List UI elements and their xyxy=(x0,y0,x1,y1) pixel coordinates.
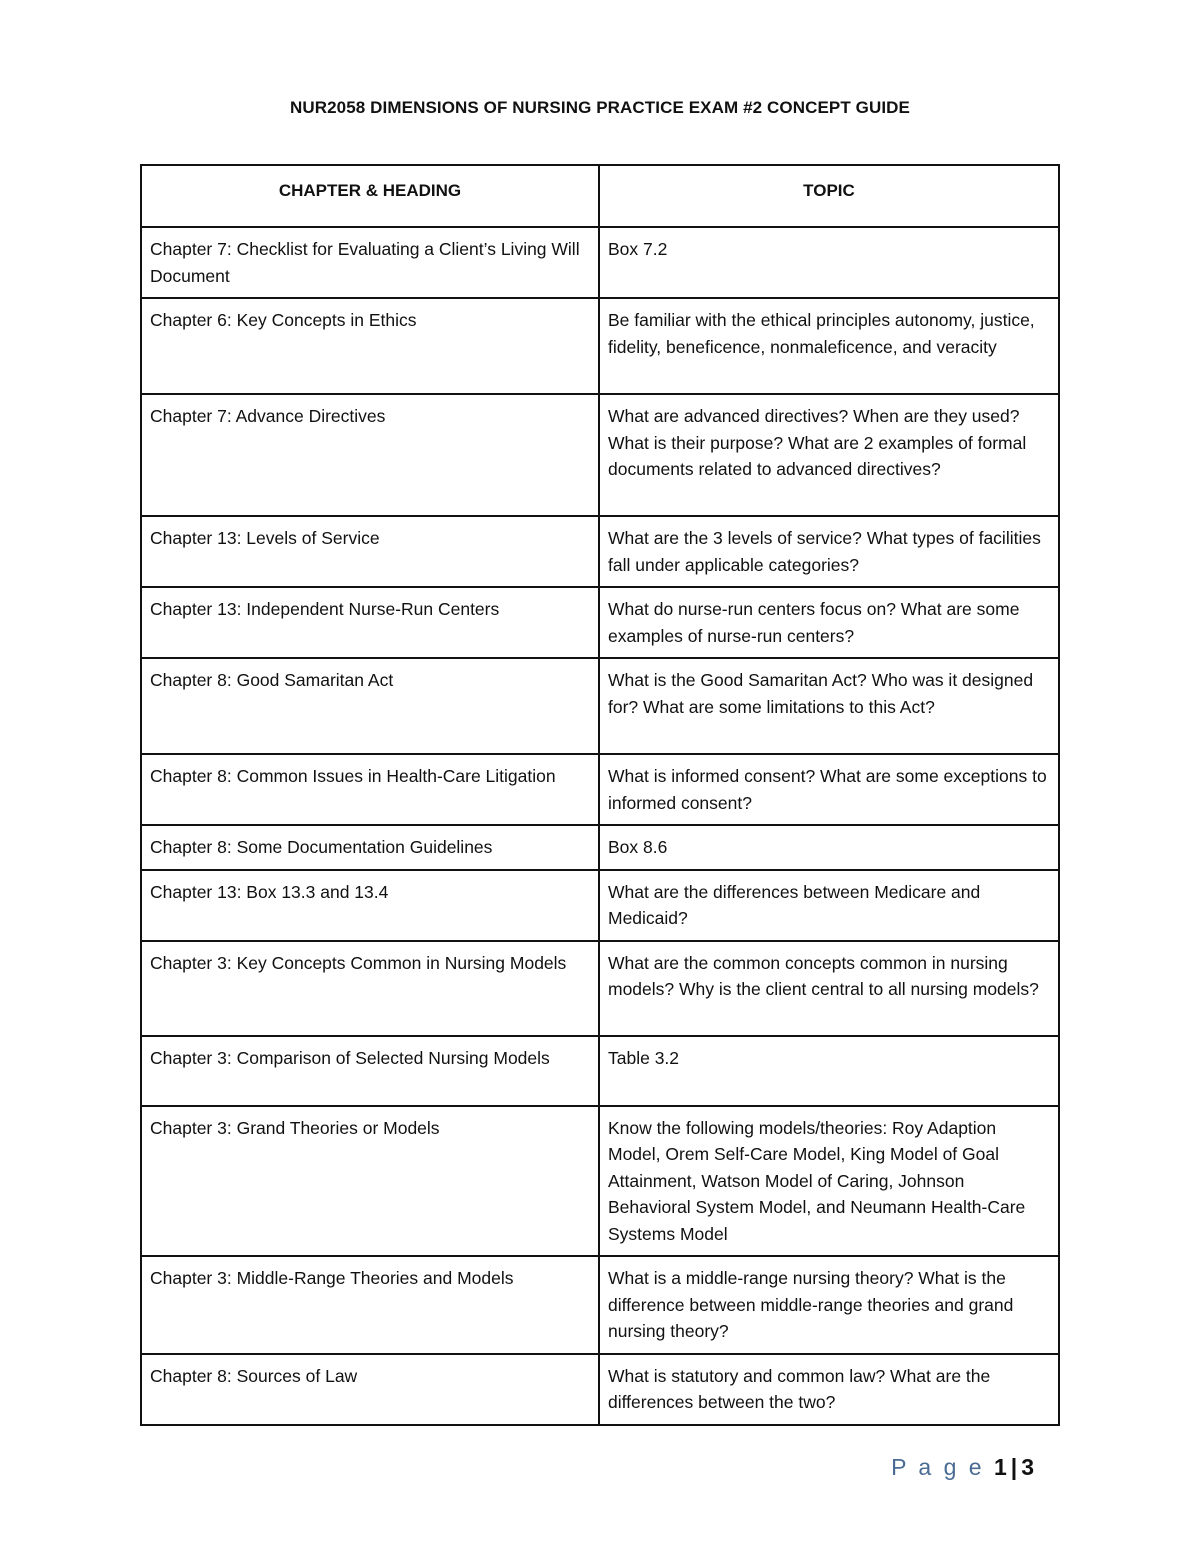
table-row xyxy=(141,1106,1059,1257)
topic-cell: What are advanced directives? When are they used? What is their purpose? What are 2 examples of formal documents related to advanced directives? xyxy=(599,394,1059,516)
topic-cell: Be familiar with the ethical principles autonomy, justice, fidelity, beneficence, nonmaleficence, and veracity xyxy=(599,298,1059,394)
topic-cell: Box 7.2 xyxy=(599,227,1059,298)
chapter-heading-cell: Chapter 6: Key Concepts in Ethics xyxy=(141,298,599,394)
chapter-heading-cell: Chapter 13: Levels of Service xyxy=(141,516,599,587)
table-row xyxy=(141,227,1059,298)
topic-cell: What are the differences between Medicare and Medicaid? xyxy=(599,870,1059,941)
topic-cell: What is informed consent? What are some exceptions to informed consent? xyxy=(599,754,1059,825)
table-row xyxy=(141,870,1059,941)
table-row xyxy=(141,941,1059,1036)
chapter-heading-cell: Chapter 8: Common Issues in Health-Care Litigation xyxy=(141,754,599,825)
table-row xyxy=(141,1354,1059,1425)
chapter-heading-cell: Chapter 7: Checklist for Evaluating a Client’s Living Will Document xyxy=(141,227,599,298)
topic-cell: What do nurse-run centers focus on? What are some examples of nurse-run centers? xyxy=(599,587,1059,658)
page-separator: | xyxy=(1010,1454,1018,1480)
table-row xyxy=(141,1036,1059,1106)
topic-cell: Box 8.6 xyxy=(599,825,1059,870)
page-title: NUR2058 DIMENSIONS OF NURSING PRACTICE EXAM #2 CONCEPT GUIDE xyxy=(290,98,910,117)
chapter-heading-cell: Chapter 8: Some Documentation Guidelines xyxy=(141,825,599,870)
topic-cell: Know the following models/theories: Roy Adaption Model, Orem Self-Care Model, King Model of Goal Attainment, Watson Model of Caring, Johnson Behavioral System Model, and Neumann Health-Care Systems Model xyxy=(599,1106,1059,1257)
table-row xyxy=(141,587,1059,658)
table-row xyxy=(141,394,1059,516)
concept-guide-table xyxy=(140,164,1060,1426)
table-row xyxy=(141,658,1059,754)
chapter-heading-cell: Chapter 13: Box 13.3 and 13.4 xyxy=(141,870,599,941)
chapter-heading-cell: Chapter 13: Independent Nurse-Run Centers xyxy=(141,587,599,658)
chapter-heading-cell: Chapter 8: Sources of Law xyxy=(141,1354,599,1425)
topic-cell: What are the common concepts common in nursing models? Why is the client central to all nursing models? xyxy=(599,941,1059,1036)
topic-cell: What is a middle-range nursing theory? What is the difference between middle-range theories and grand nursing theory? xyxy=(599,1256,1059,1354)
total-pages-number: 3 xyxy=(1021,1454,1034,1480)
topic-cell: Table 3.2 xyxy=(599,1036,1059,1106)
header-topic: TOPIC xyxy=(599,165,1059,227)
chapter-heading-cell: Chapter 3: Grand Theories or Models xyxy=(141,1106,599,1257)
page-number-footer xyxy=(891,1454,1034,1481)
chapter-heading-cell: Chapter 3: Comparison of Selected Nursing Models xyxy=(141,1036,599,1106)
table-header-row xyxy=(141,165,1059,227)
topic-cell: What is statutory and common law? What are the differences between the two? xyxy=(599,1354,1059,1425)
page-label: P a g e xyxy=(891,1454,985,1480)
header-chapter-heading: CHAPTER & HEADING xyxy=(141,165,599,227)
table-row xyxy=(141,825,1059,870)
chapter-heading-cell: Chapter 3: Key Concepts Common in Nursing Models xyxy=(141,941,599,1036)
chapter-heading-cell: Chapter 8: Good Samaritan Act xyxy=(141,658,599,754)
current-page-number: 1 xyxy=(993,1454,1007,1480)
chapter-heading-cell: Chapter 7: Advance Directives xyxy=(141,394,599,516)
table-row xyxy=(141,516,1059,587)
table-row xyxy=(141,754,1059,825)
table-row xyxy=(141,1256,1059,1354)
table-row xyxy=(141,298,1059,394)
topic-cell: What are the 3 levels of service? What types of facilities fall under applicable categories? xyxy=(599,516,1059,587)
chapter-heading-cell: Chapter 3: Middle-Range Theories and Models xyxy=(141,1256,599,1354)
topic-cell: What is the Good Samaritan Act? Who was it designed for? What are some limitations to this Act? xyxy=(599,658,1059,754)
